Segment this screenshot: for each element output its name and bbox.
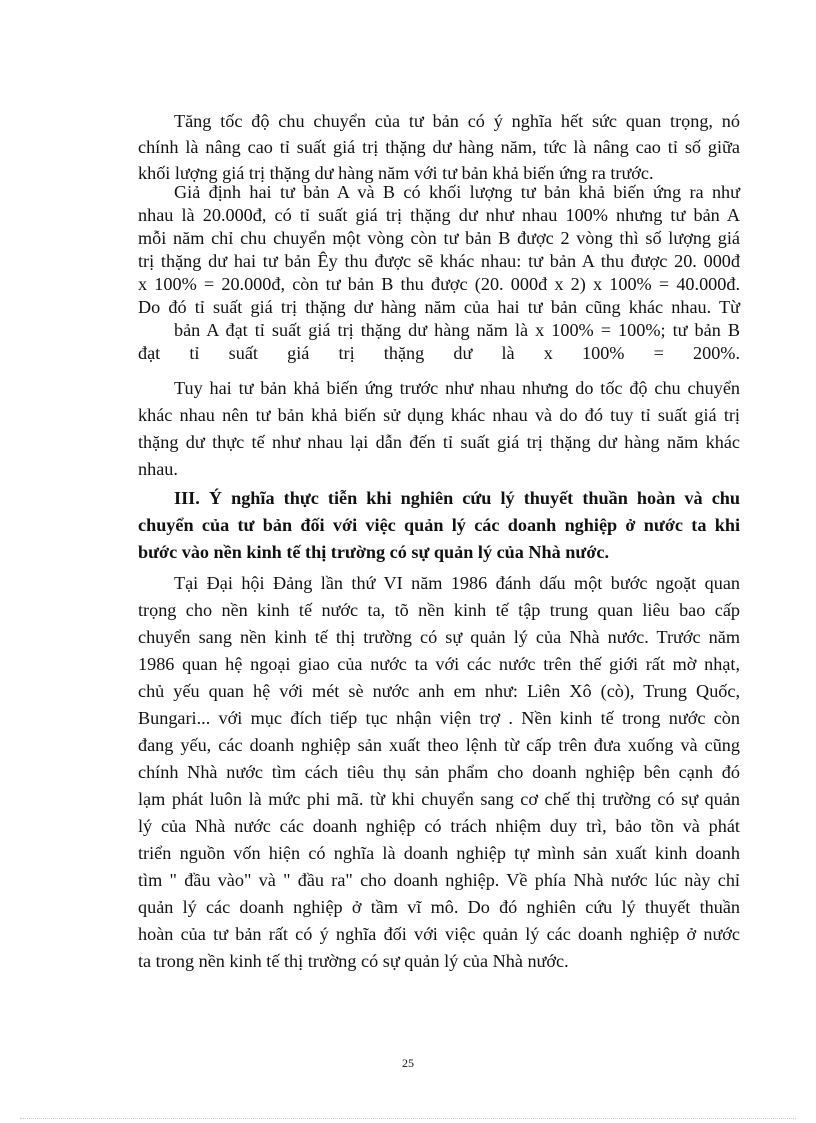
text-line: Do đó tỉ suất giá trị thặng dư hàng năm của hai tư bản cũng khác nhau. Từ (138, 297, 740, 317)
paragraph-2 (138, 181, 740, 365)
text-line: mỗi năm chỉ chu chuyển một vòng còn tư bản B được 2 vòng thì số lượng giá (138, 228, 740, 248)
text-line: Tăng tốc độ chu chuyển của tư bản có ý nghĩa hết sức quan trọng, nó (174, 111, 740, 131)
paragraph-3 (138, 375, 740, 483)
section-heading (138, 485, 740, 566)
text-line: chính là nâng cao tỉ suất giá trị thặng dư hàng năm, tức là nâng cao tỉ số giữa (138, 137, 740, 157)
text-line: Bungari... với mục đích tiếp tục nhận viện trợ . Nền kinh tế trong nước còn (138, 708, 740, 728)
text-line: quản lý các doanh nghiệp ở tầm vĩ mô. Do đó nghiên cứu lý thuyết thuần (138, 897, 740, 917)
text-line: hoàn của tư bản rất có ý nghĩa đối với việc quản lý các doanh nghiệp ở nước (138, 924, 740, 944)
heading-line: III. Ý nghĩa thực tiễn khi nghiên cứu lý thuyết thuần hoàn và chu (174, 488, 740, 508)
text-line: đạt tỉ suất giá trị thặng dư là x 100% = 200%. (138, 343, 740, 363)
text-line: khác nhau nên tư bản khả biến sử dụng khác nhau và do đó tuy tỉ suất giá trị (138, 405, 740, 425)
text-line: trị thặng dư hai tư bản Êy thu được sẽ khác nhau: tư bản A thu được 20. 000đ (138, 251, 740, 271)
text-line: tìm " đầu vào" và " đầu ra" cho doanh nghiệp. Về phía Nhà nước lúc này chỉ (138, 870, 740, 890)
text-line: x 100% = 20.000đ, còn tư bản B thu được (20. 000đ x 2) x 100% = 40.000đ. (138, 274, 740, 294)
page-bottom-divider (20, 1118, 796, 1119)
text-line: 1986 quan hệ ngoại giao của nước ta với các nước trên thế giới rất mờ nhạt, (138, 654, 740, 674)
text-line: trọng cho nền kinh tế nước ta, tõ nền kinh tế tập trung quan liêu bao cấp (138, 600, 740, 620)
text-line: chuyển sang nền kinh tế thị trường có sự quản lý của Nhà nước. Trước năm (138, 627, 740, 647)
text-line: nhau. (138, 459, 178, 479)
text-line: nhau là 20.000đ, có tỉ suất giá trị thặng dư như nhau 100% nhưng tư bản A (138, 205, 740, 225)
text-line: bản A đạt tỉ suất giá trị thặng dư hàng năm là x 100% = 100%; tư bản B (174, 320, 740, 340)
text-line: thặng dư thực tế như nhau lại dẫn đến tỉ suất giá trị thặng dư hàng năm khác (138, 432, 740, 452)
text-line: lạm phát luôn là mức phi mã. từ khi chuyển sang cơ chế thị trường có sự quản (138, 789, 740, 809)
page-number: 25 (402, 1056, 414, 1070)
text-line: ta trong nền kinh tế thị trường có sự quản lý của Nhà nước. (138, 951, 569, 971)
paragraph-4 (138, 570, 740, 975)
text-line: đang yếu, các doanh nghiệp sản xuất theo lệnh từ cấp trên đưa xuống và cũng (138, 735, 740, 755)
text-line: Tại Đại hội Đảng lần thứ VI năm 1986 đánh dấu một bước ngoặt quan (174, 573, 740, 593)
text-line: triển nguồn vốn hiện có nghĩa là doanh nghiệp tự mình sản xuất kinh doanh (138, 843, 740, 863)
paragraph-1 (138, 108, 740, 186)
text-line: chính Nhà nước tìm cách tiêu thụ sản phẩm cho doanh nghiệp bên cạnh đó (138, 762, 740, 782)
text-line: lý của Nhà nước các doanh nghiệp có trách nhiệm duy trì, bảo tồn và phát (138, 816, 740, 836)
text-line: Giả định hai tư bản A và B có khối lượng tư bản khả biến ứng ra như (174, 182, 740, 202)
text-line: khối lượng giá trị thặng dư hàng năm với tư bản khả biến ứng ra trước. (138, 163, 654, 183)
heading-line: chuyển của tư bản đối với việc quản lý các doanh nghiệp ở nước ta khi (138, 515, 740, 535)
text-line: chủ yếu quan hệ với mét sè nước anh em như: Liên Xô (cò), Trung Quốc, (138, 681, 740, 701)
text-line: Tuy hai tư bản khả biến ứng trước như nhau nhưng do tốc độ chu chuyển (174, 378, 740, 398)
heading-line: bước vào nền kinh tế thị trường có sự quản lý của Nhà nước. (138, 542, 610, 562)
